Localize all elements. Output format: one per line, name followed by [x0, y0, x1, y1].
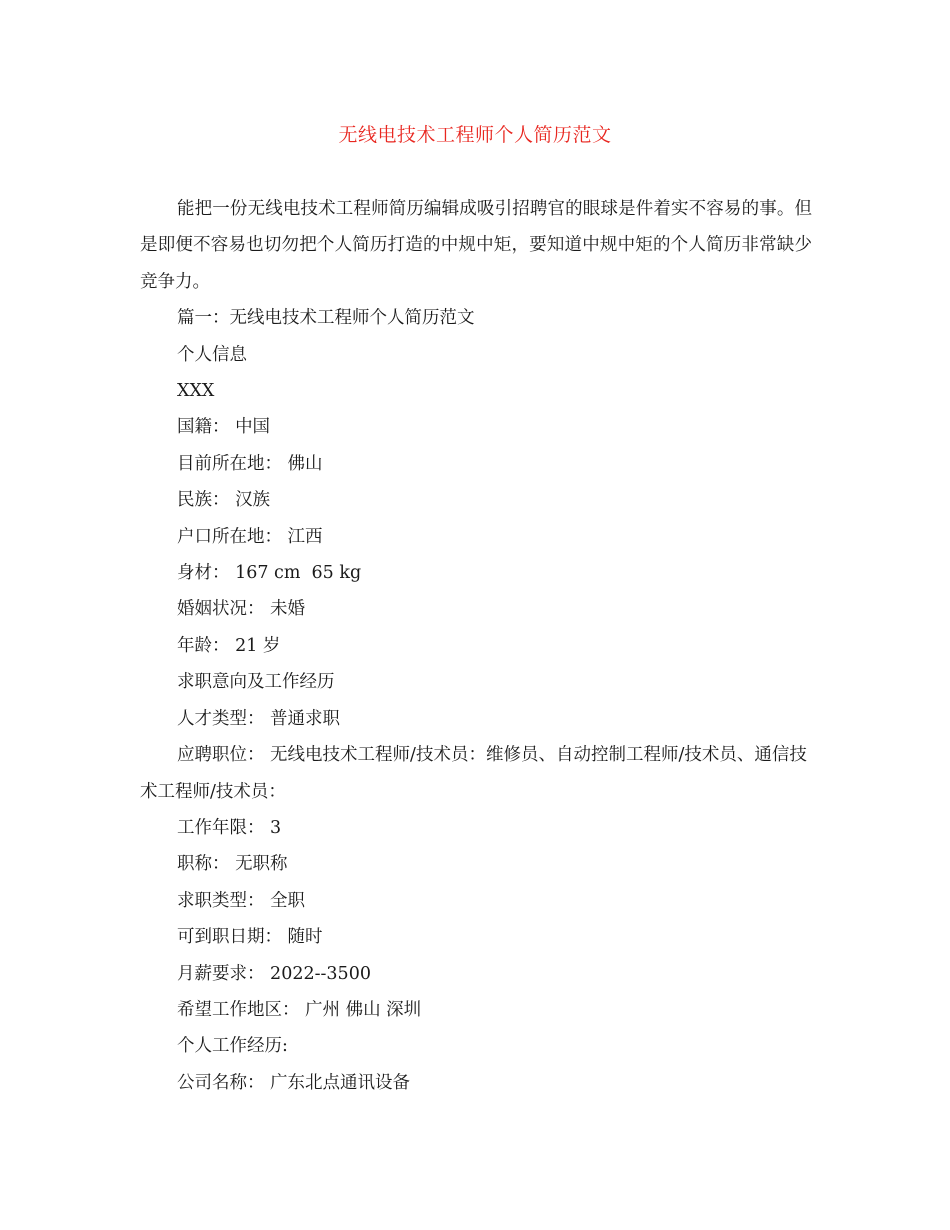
field-household-registration: 户口所在地： 江西	[177, 526, 323, 547]
field-talent-type: 人才类型： 普通求职	[177, 708, 341, 729]
field-available-date: 可到职日期： 随时	[177, 927, 323, 948]
field-height-weight: 身材： 167 cm 65 kg	[177, 563, 362, 584]
section-heading-job-intention: 求职意向及工作经历	[177, 672, 335, 693]
field-job-type: 求职类型： 全职	[177, 890, 306, 911]
field-work-years: 工作年限： 3	[177, 817, 282, 838]
field-age: 年龄： 21 岁	[177, 635, 281, 656]
document-body	[140, 191, 812, 1101]
field-professional-title: 职称： 无职称	[177, 854, 288, 875]
intro-paragraph: 能把一份无线电技术工程师简历编辑成吸引招聘官的眼球是件着实不容易的事。但是即便不容易也切勿把个人简历打造的中规中矩，要知道中规中矩的个人简历非常缺少竞争力。	[140, 199, 812, 292]
section-heading-article-one: 篇一：无线电技术工程师个人简历范文	[177, 308, 475, 329]
field-applied-position: 应聘职位： 无线电技术工程师/技术员：维修员、自动控制工程师/技术员、通信技术工程师/技术员：	[140, 745, 807, 802]
field-ethnicity: 民族： 汉族	[177, 490, 271, 511]
section-heading-personal-info: 个人信息	[177, 344, 247, 365]
field-name: XXX	[177, 381, 215, 402]
section-heading-work-experience: 个人工作经历:	[177, 1036, 288, 1057]
field-company-name: 公司名称： 广东北点通讯设备	[177, 1072, 411, 1093]
field-marital-status: 婚姻状况： 未婚	[177, 599, 306, 620]
field-salary-requirement: 月薪要求： 2022--3500	[177, 963, 371, 984]
field-nationality: 国籍： 中国	[177, 417, 271, 438]
field-preferred-work-area: 希望工作地区： 广州 佛山 深圳	[177, 999, 422, 1020]
field-current-location: 目前所在地： 佛山	[177, 453, 323, 474]
document-title: 无线电技术工程师个人简历范文	[338, 124, 612, 146]
